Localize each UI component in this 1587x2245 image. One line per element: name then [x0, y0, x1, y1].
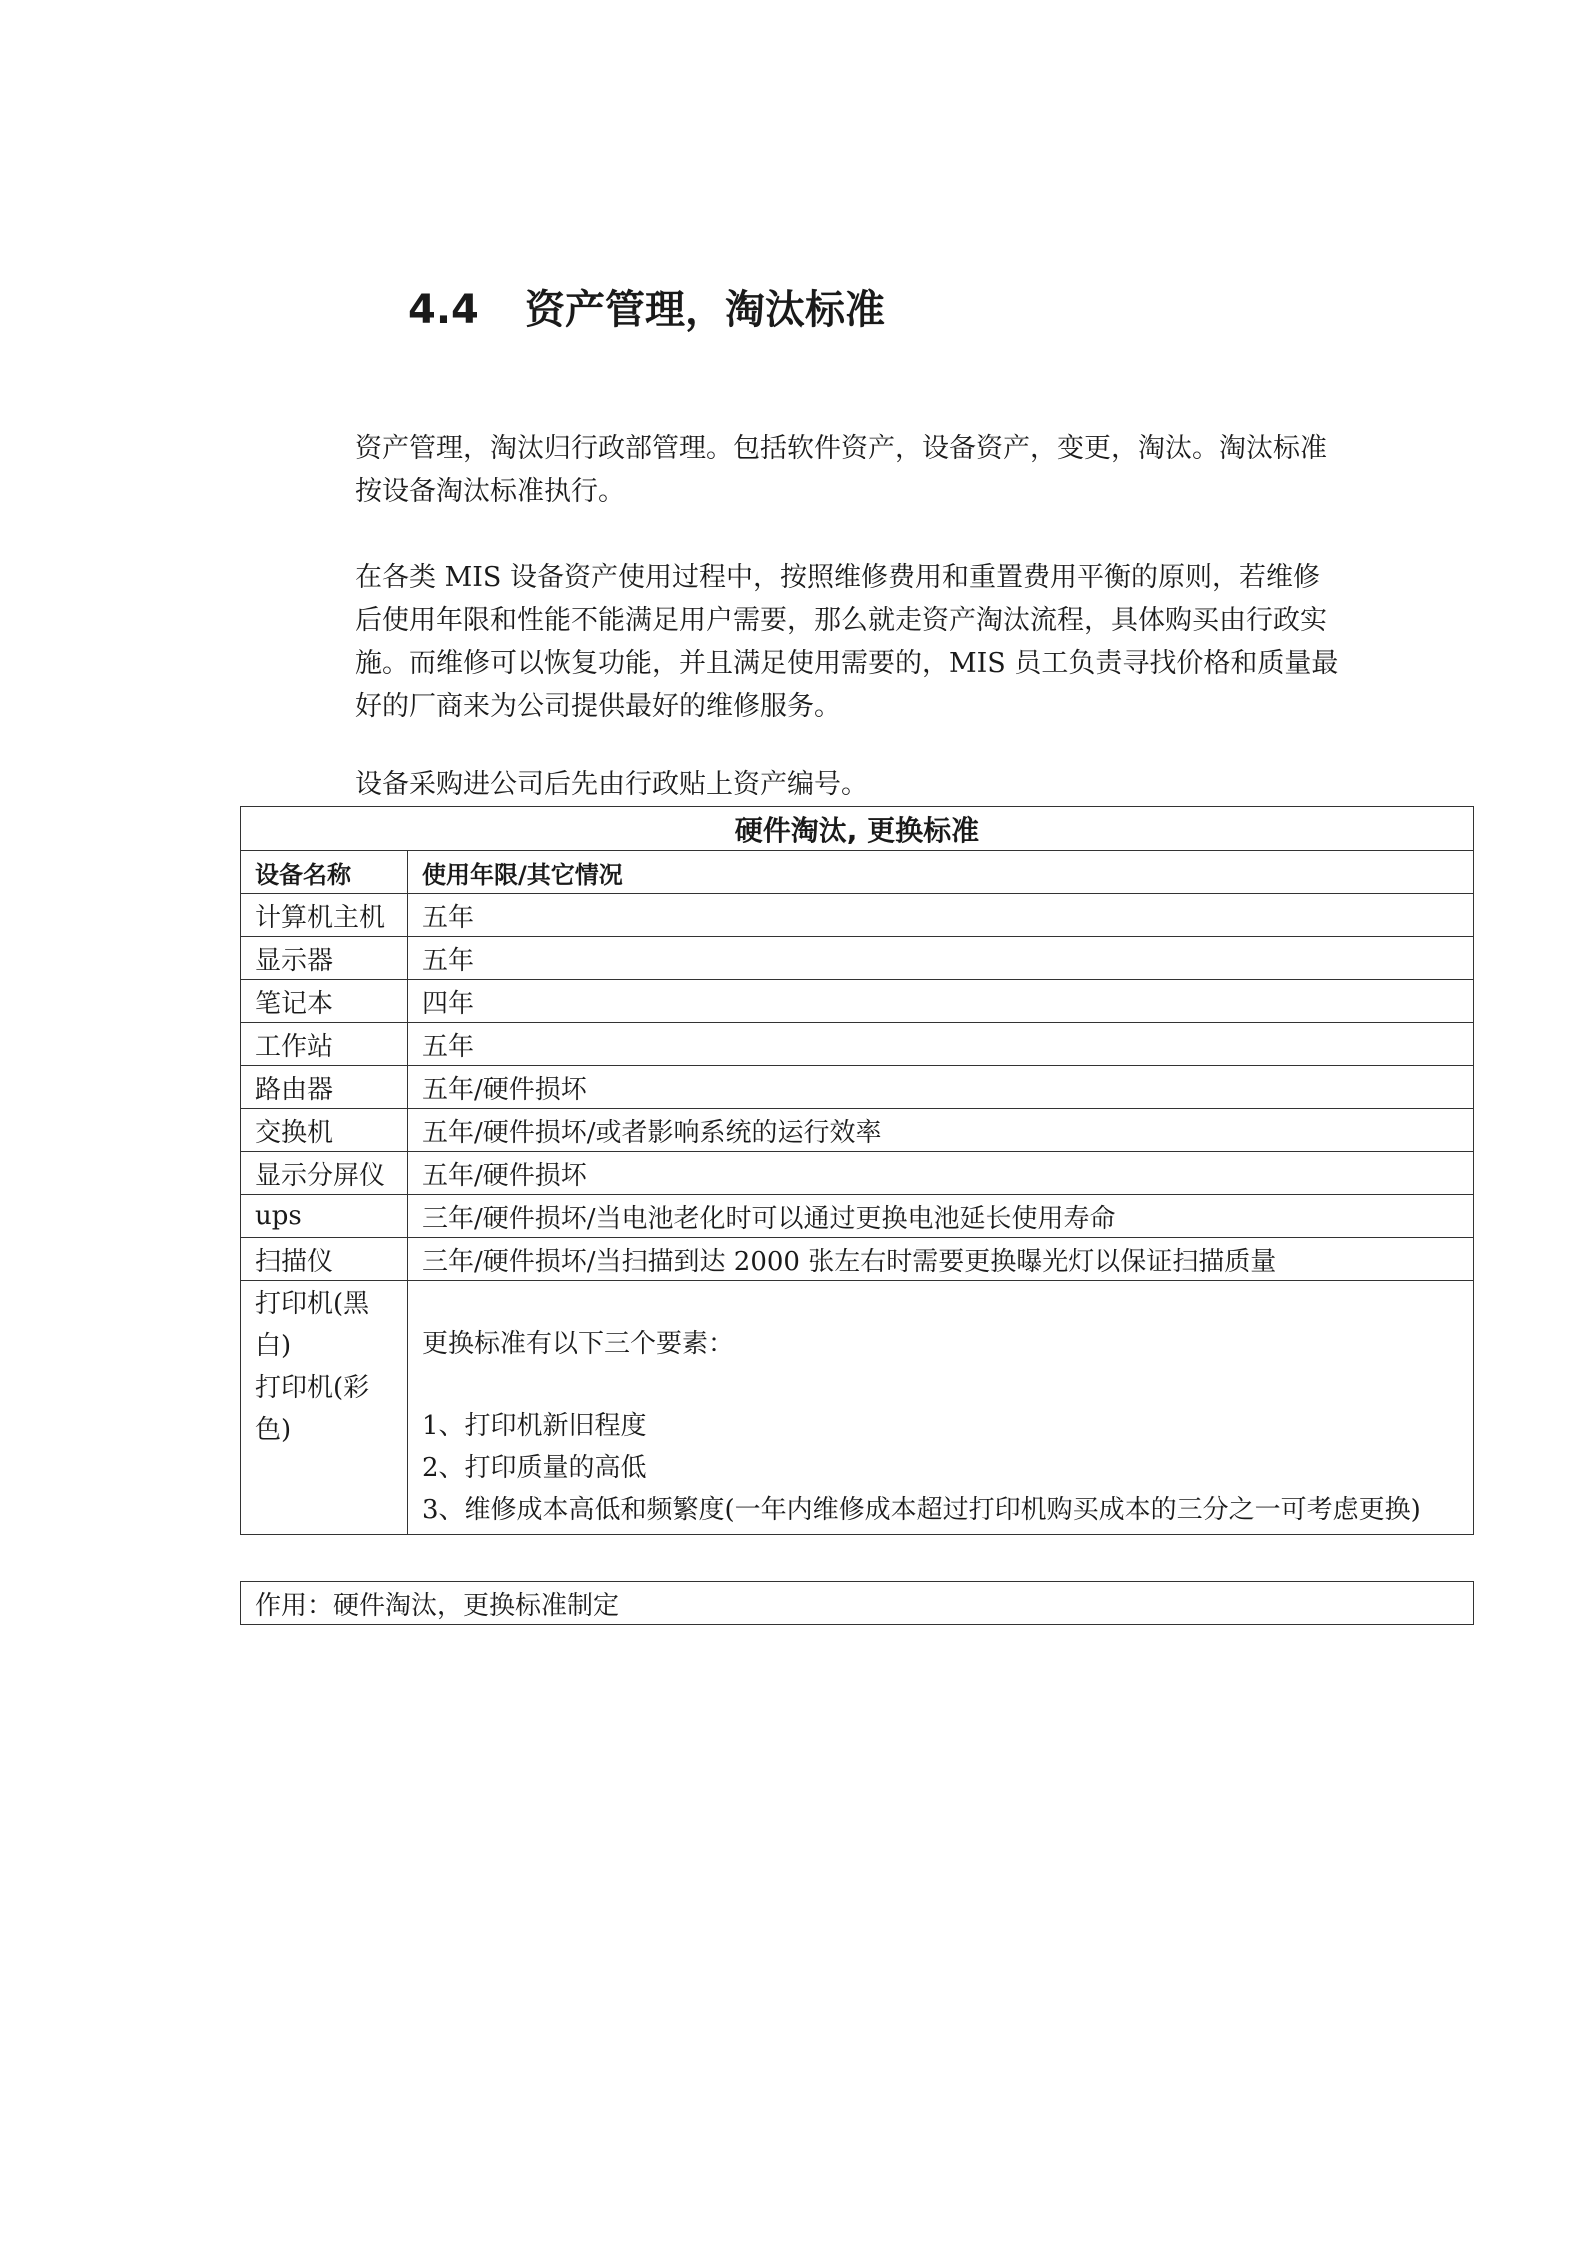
- lifespan-cell: 五年: [408, 894, 1474, 937]
- criteria-item: 3、维修成本高低和频繁度(一年内维修成本超过打印机购买成本的三分之一可考虑更换): [422, 1495, 1421, 1525]
- table-title: 硬件淘汰, 更换标准: [241, 807, 1474, 851]
- table-row: [241, 937, 1474, 980]
- paragraph-asset-management: [355, 427, 1355, 513]
- lifespan-cell: 五年/硬件损坏: [408, 1152, 1474, 1195]
- criteria-intro: 更换标准有以下三个要素：: [422, 1329, 735, 1359]
- device-name-cell: ups: [241, 1195, 408, 1238]
- lifespan-cell: 五年/硬件损坏/或者影响系统的运行效率: [408, 1109, 1474, 1152]
- printer-criteria-cell: [408, 1281, 1474, 1535]
- device-name-cell: 显示器: [241, 937, 408, 980]
- device-name-cell: 显示分屏仪: [241, 1152, 408, 1195]
- section-title: 资产管理，淘汰标准: [525, 287, 885, 333]
- table-row: [241, 1152, 1474, 1195]
- paragraph-line: 好的厂商来为公司提供最好的维修服务。: [355, 691, 841, 722]
- printer-device-line: 打印机(彩: [255, 1373, 370, 1403]
- device-name-cell: 计算机主机: [241, 894, 408, 937]
- section-number: 4.4: [408, 287, 479, 333]
- paragraph-mis-usage: [355, 556, 1355, 728]
- table-row: [241, 980, 1474, 1023]
- spacer: [422, 1283, 1459, 1323]
- lifespan-cell: 三年/硬件损坏/当扫描到达 2000 张左右时需要更换曝光灯以保证扫描质量: [408, 1238, 1474, 1281]
- printer-device-line: 色): [255, 1415, 292, 1445]
- hardware-replacement-table: [240, 806, 1474, 1535]
- spacer: [255, 1451, 393, 1493]
- spacer: [422, 1365, 1459, 1405]
- printer-device-line: 白): [255, 1331, 292, 1361]
- device-name-cell: 路由器: [241, 1066, 408, 1109]
- printer-device-cell: [241, 1281, 408, 1535]
- column-header-lifespan: 使用年限/其它情况: [408, 851, 1474, 894]
- paragraph-line: 后使用年限和性能不能满足用户需要，那么就走资产淘汰流程，具体购买由行政实: [355, 605, 1327, 636]
- paragraph-asset-numbering: [355, 763, 1355, 806]
- purpose-note-table: [240, 1581, 1474, 1625]
- table-row: [241, 1238, 1474, 1281]
- paragraph-line: 在各类 MIS 设备资产使用过程中，按照维修费用和重置费用平衡的原则，若维修: [355, 562, 1320, 593]
- column-header-device: 设备名称: [241, 851, 408, 894]
- lifespan-cell: 五年: [408, 937, 1474, 980]
- lifespan-cell: 五年: [408, 1023, 1474, 1066]
- paragraph-line: 施。而维修可以恢复功能，并且满足使用需要的，MIS 员工负责寻找价格和质量最: [355, 648, 1339, 679]
- table-row: [241, 1066, 1474, 1109]
- table-row: [241, 1109, 1474, 1152]
- table-title-row: [241, 807, 1474, 851]
- lifespan-cell: 四年: [408, 980, 1474, 1023]
- lifespan-cell: 五年/硬件损坏: [408, 1066, 1474, 1109]
- table-row: [241, 894, 1474, 937]
- printer-device-line: 打印机(黑: [255, 1289, 370, 1319]
- criteria-item: 2、打印质量的高低: [422, 1453, 647, 1483]
- table-header-row: [241, 851, 1474, 894]
- criteria-item: 1、打印机新旧程度: [422, 1411, 647, 1441]
- device-name-cell: 交换机: [241, 1109, 408, 1152]
- table-row: [241, 1582, 1474, 1625]
- paragraph-line: 资产管理，淘汰归行政部管理。包括软件资产，设备资产，变更，淘汰。淘汰标准: [355, 433, 1327, 464]
- table-row-printer: [241, 1281, 1474, 1535]
- table-row: [241, 1023, 1474, 1066]
- lifespan-cell: 三年/硬件损坏/当电池老化时可以通过更换电池延长使用寿命: [408, 1195, 1474, 1238]
- section-heading: [408, 282, 885, 338]
- device-name-cell: 工作站: [241, 1023, 408, 1066]
- device-name-cell: 笔记本: [241, 980, 408, 1023]
- purpose-note: 作用：硬件淘汰，更换标准制定: [241, 1582, 1474, 1625]
- paragraph-line: 设备采购进公司后先由行政贴上资产编号。: [355, 769, 868, 800]
- table-row: [241, 1195, 1474, 1238]
- device-name-cell: 扫描仪: [241, 1238, 408, 1281]
- paragraph-line: 按设备淘汰标准执行。: [355, 476, 625, 507]
